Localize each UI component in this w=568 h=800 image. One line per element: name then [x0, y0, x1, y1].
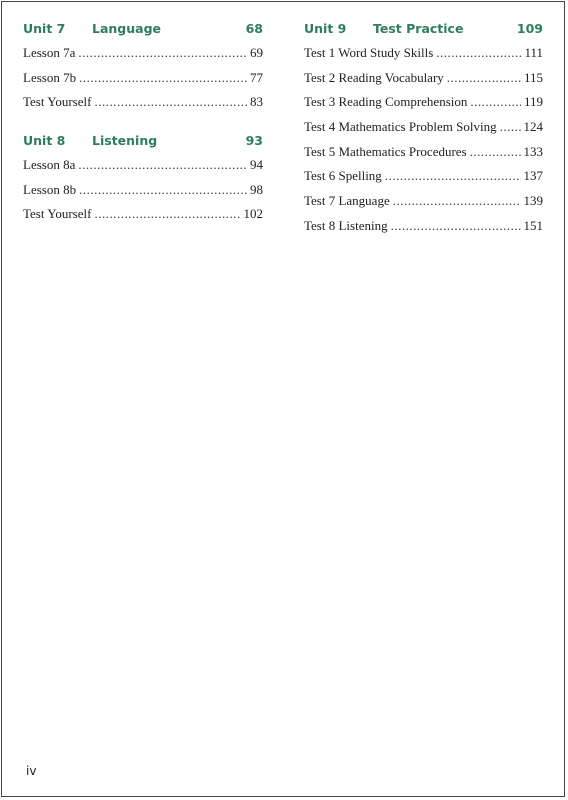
toc-entry-label: Test Yourself	[23, 206, 92, 222]
toc-entry-label: Test 6 Spelling	[304, 168, 382, 184]
toc-entry-list	[23, 43, 263, 117]
toc-entry[interactable]	[304, 43, 543, 68]
dot-leader	[79, 180, 247, 200]
toc-entry[interactable]	[23, 43, 263, 68]
toc-entry-page: 124	[523, 119, 543, 135]
toc-entry[interactable]	[304, 117, 543, 142]
toc-entry-label: Lesson 8a	[23, 157, 76, 173]
toc-entry-list	[23, 155, 263, 229]
toc-entry-label: Test 7 Language	[304, 193, 390, 209]
toc-entry[interactable]	[304, 166, 543, 191]
dot-leader	[447, 68, 521, 88]
unit-title: Test Practice	[373, 21, 464, 36]
unit-heading	[23, 19, 263, 43]
dot-leader	[500, 117, 521, 137]
toc-entry-page: 133	[523, 143, 543, 159]
toc-entry-page: 102	[243, 206, 263, 222]
toc-entry[interactable]	[304, 92, 543, 117]
unit-number: Unit 8	[23, 133, 66, 149]
toc-entry-list	[304, 43, 543, 241]
toc-entry-page: 83	[250, 94, 263, 110]
toc-entry-label: Lesson 7b	[23, 69, 77, 85]
page-folio: iv	[26, 764, 37, 778]
toc-page	[1, 1, 565, 797]
toc-entry-label: Lesson 8b	[23, 181, 77, 197]
toc-left-column	[23, 19, 263, 229]
unit-page-number: 68	[245, 21, 263, 36]
toc-entry[interactable]	[23, 68, 263, 93]
toc-entry[interactable]	[23, 180, 263, 205]
dot-leader	[78, 43, 247, 63]
dot-leader	[79, 68, 247, 88]
toc-entry-page: 94	[250, 157, 263, 173]
toc-entry-label: Test Yourself	[23, 94, 92, 110]
dot-leader	[94, 204, 240, 224]
section-spacer	[23, 117, 263, 131]
dot-leader	[470, 92, 521, 112]
toc-entry-page: 137	[523, 168, 543, 184]
dot-leader	[391, 216, 521, 236]
unit-title: Language	[92, 21, 162, 36]
dot-leader	[78, 155, 247, 175]
dot-leader	[393, 191, 521, 211]
toc-entry[interactable]	[23, 155, 263, 180]
toc-entry-page: 69	[250, 45, 263, 60]
toc-entry-label: Test 4 Mathematics Problem Solving	[304, 119, 497, 135]
toc-right-column	[304, 19, 543, 241]
toc-entry[interactable]	[23, 204, 263, 229]
toc-entry-page: 139	[523, 193, 543, 209]
toc-entry-page: 151	[523, 217, 543, 233]
dot-leader	[385, 166, 521, 186]
toc-entry-label: Test 5 Mathematics Procedures	[304, 143, 467, 159]
toc-entry[interactable]	[23, 92, 263, 117]
toc-entry-label: Lesson 7a	[23, 45, 76, 60]
unit-heading	[23, 131, 263, 155]
dot-leader	[94, 92, 247, 112]
toc-entry-page: 111	[524, 45, 543, 60]
unit-number: Unit 7	[23, 21, 66, 36]
toc-entry-label: Test 8 Listening	[304, 217, 388, 233]
toc-entry[interactable]	[304, 191, 543, 216]
unit-page-number: 93	[245, 133, 263, 149]
toc-entry[interactable]	[304, 68, 543, 93]
toc-entry-page: 115	[523, 69, 543, 85]
unit-heading	[304, 19, 543, 43]
toc-entry-page: 119	[523, 94, 543, 110]
unit-page-number: 109	[516, 21, 543, 36]
toc-entry-label: Test 1 Word Study Skills	[304, 45, 434, 60]
toc-entry-page: 98	[250, 181, 263, 197]
dot-leader	[470, 142, 521, 162]
toc-entry[interactable]	[304, 216, 543, 241]
unit-number: Unit 9	[304, 21, 347, 36]
toc-entry-label: Test 2 Reading Vocabulary	[304, 69, 444, 85]
unit-title: Listening	[92, 133, 158, 149]
toc-entry-label: Test 3 Reading Comprehension	[304, 94, 468, 110]
dot-leader	[436, 43, 521, 63]
toc-entry-page: 77	[250, 69, 263, 85]
toc-entry[interactable]	[304, 142, 543, 167]
